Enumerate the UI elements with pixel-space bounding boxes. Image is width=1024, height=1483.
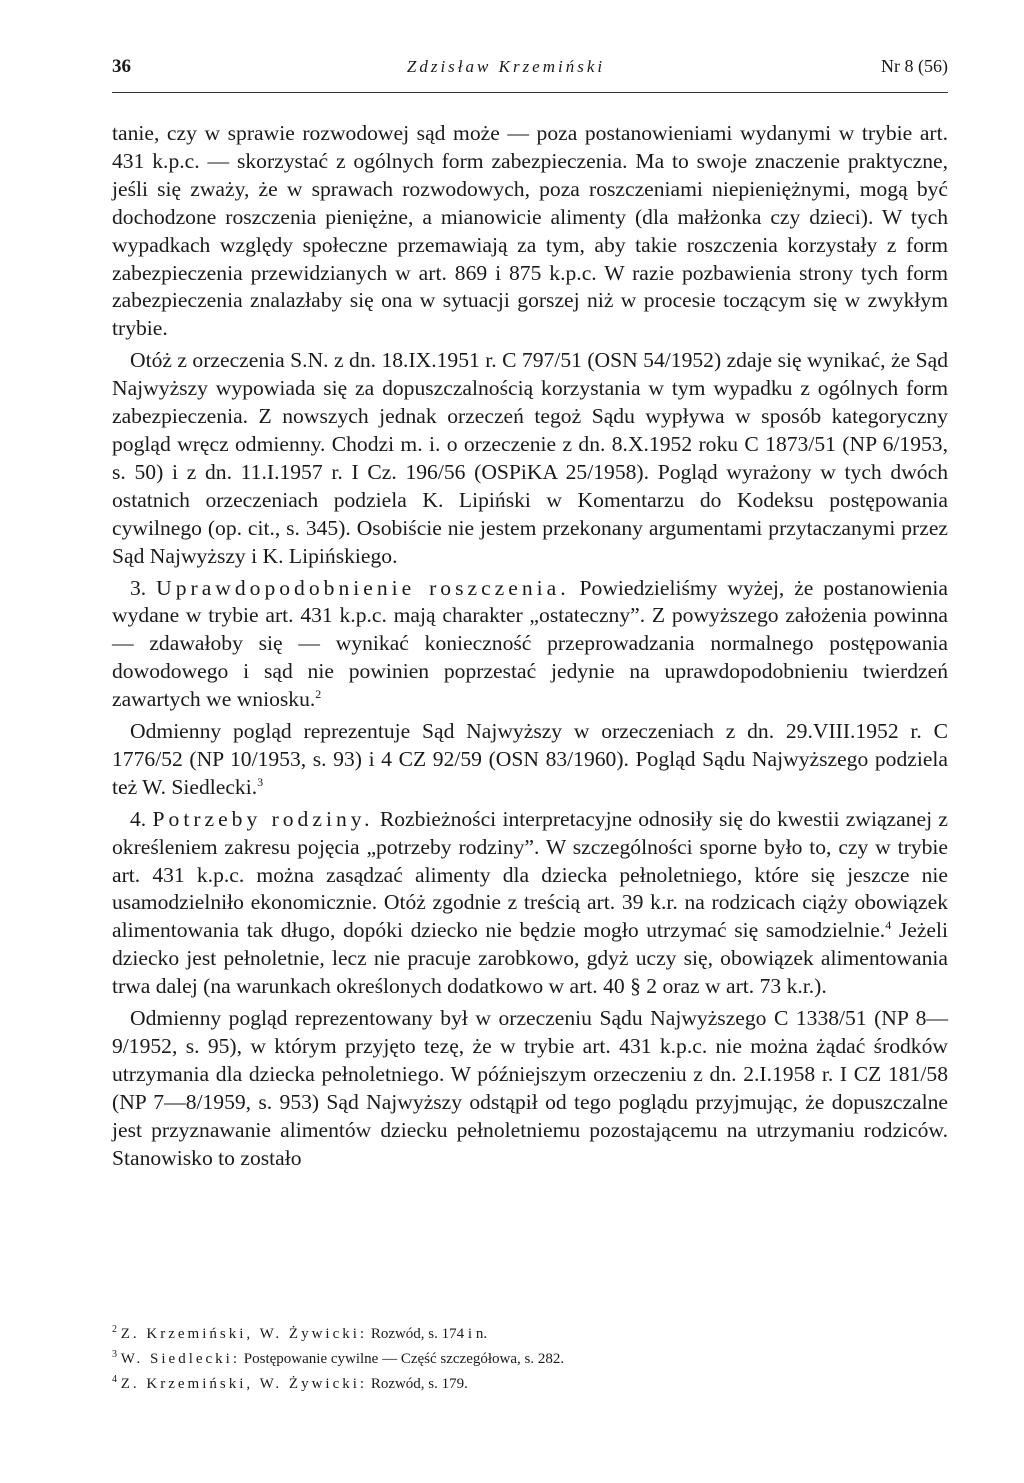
article-text <box>112 120 948 1173</box>
paragraph-3-text: Odmienny pogląd reprezentuje Sąd Najwyższy w orzeczeniach z dn. 29.VIII.1952 r. C 1776/52 (NP 10/1953, s. 93) i 4 CZ 92/59 (OSN 83/1960). Pogląd Sądu Najwyższego podziela też W. Siedlecki. <box>112 719 948 799</box>
footnote-text: Rozwód, s. 174 i n. <box>370 1326 488 1342</box>
section-3-text: Powiedzieliśmy wyżej, że postanowienia wydane w trybie art. 431 k.p.c. mają charakter „ostateczny”. Z powyższego założenia powinna — zdawałoby się — wynikać konieczność przeprowadzania normalnego postępowania dowodowego i sąd nie powinien poprzestać jedynie na uprawdopodobnieniu twierdzeń zawartych we wniosku. <box>112 575 949 712</box>
section-4-heading: Potrzeby rodziny. <box>152 806 374 831</box>
paragraph-4: Odmienny pogląd reprezentowany był w orzeczeniu Sądu Najwyższego C 1338/51 (NP 8—9/1952, s. 95), w którym przyjęto tezę, że w trybie art. 431 k.p.c. nie można żądać środków utrzymania dla dziecka pełnoletniego. W późniejszym orzeczeniu z dn. 2.I.1958 r. I CZ 181/58 (NP 7—8/1959, s. 953) Sąd Najwyższy odstąpił od tego poglądu przyjmując, że dopuszczalne jest przyznawanie alimentów dziecku pełnoletniemu pozostającemu na utrzymaniu rodziców. Stanowisko to zostało <box>112 1006 948 1170</box>
footnote-text: Rozwód, s. 179. <box>370 1376 468 1392</box>
running-head <box>112 56 948 93</box>
footnote-ref-2: 2 <box>315 686 322 701</box>
issue-number: Nr 8 (56) <box>881 56 948 76</box>
footnote-mark: 4 <box>112 1374 117 1385</box>
paragraph-1: tanie, czy w sprawie rozwodowej sąd może — poza postanowieniami wydanymi w trybie art. 431 k.p.c. — skorzystać z ogólnych form zabezpieczenia. Ma to swoje znaczenie praktyczne, jeśli się zważy, że w sprawach rozwodowych, poza roszczeniami niepieniężnymi, mogą być dochodzone roszczenia pieniężne, a mianowicie alimenty (dla małżonka czy dzieci). W tych wypadkach względy społeczne przemawiają za tym, aby takie roszczenia korzystały z form zabezpieczenia przewidzianych w art. 869 i 875 k.p.c. W razie pozbawienia strony tych form zabezpieczenia znalazłaby się ona w sytuacji gorszej niż w procesie toczącym się w zwykłym trybie. <box>112 121 948 341</box>
page-body <box>112 96 948 1177</box>
footnote-author: Z. Krzemiński, W. Żywicki: <box>120 1326 368 1342</box>
section-3 <box>112 575 948 715</box>
page-number: 36 <box>112 56 131 77</box>
footnote-2 <box>112 1322 948 1347</box>
section-3-heading: Uprawdopodobnienie roszczenia. <box>156 575 570 600</box>
running-head-author: Zdzisław Krzemiński <box>406 57 606 76</box>
paragraph-2: Otóż z orzeczenia S.N. z dn. 18.IX.1951 r. C 797/51 (OSN 54/1952) zdaje się wynikać, że Sąd Najwyższy wypowiada się za dopuszczalnością korzystania w tym wypadku z ogólnych form zabezpieczenia. Z nowszych jednak orzeczeń tegoż Sądu wypływa w sposób kategoryczny pogląd wręcz odmienny. Chodzi m. i. o orzeczenie z dn. 8.X.1952 roku C 1873/51 (NP 6/1953, s. 50) i z dn. 11.I.1957 r. I Cz. 196/56 (OSPiKA 25/1958). Pogląd wyrażony w tych dwóch ostatnich orzeczeniach podziela K. Lipiński w Komentarzu do Kodeksu postępowania cywilnego (op. cit., s. 345). Osobiście nie jestem przekonany argumentami przytaczanymi przez Sąd Najwyższy i K. Lipińskiego. <box>112 348 948 568</box>
section-4 <box>112 806 948 1001</box>
section-4-text-a: Rozbieżności interpretacyjne odnosiły się do kwestii związanej z określeniem zakresu pojęcia „potrzeby rodziny”. W szczególności sporne było to, czy w trybie art. 431 k.p.c. można zasądzać alimenty dla dziecka pełnoletniego, które się jeszcze nie usamodzielniło ekonomicznie. Otóż zgodnie z treścią art. 39 k.r. na rodzicach ciąży obowiązek alimentowania tak długo, dopóki dziecko nie będzie mogło utrzymać się samodzielnie. <box>112 806 948 943</box>
footnotes <box>112 1322 948 1397</box>
section-3-number: 3. <box>130 575 147 600</box>
footnote-4 <box>112 1372 948 1397</box>
footnote-ref-4: 4 <box>885 918 892 933</box>
footnote-author: W. Siedlecki: <box>120 1351 241 1367</box>
footnote-author: Z. Krzemiński, W. Żywicki: <box>120 1376 368 1392</box>
paragraph-3 <box>112 718 948 802</box>
footnote-mark: 2 <box>112 1324 117 1335</box>
footnote-text: Postępowanie cywilne — Część szczegółowa, s. 282. <box>243 1351 565 1367</box>
section-4-text-b: Jeżeli dziecko jest pełnoletnie, lecz nie pracuje zarobkowo, gdyż uczy się, obowiązek alimentowania trwa dalej (na warunkach określonych dodatkowo w art. 40 § 2 oraz w art. 73 k.r.). <box>112 918 948 999</box>
footnote-ref-3: 3 <box>257 774 264 789</box>
footnote-mark: 3 <box>112 1349 117 1360</box>
footnote-3 <box>112 1347 948 1372</box>
section-4-number: 4. <box>130 806 147 831</box>
